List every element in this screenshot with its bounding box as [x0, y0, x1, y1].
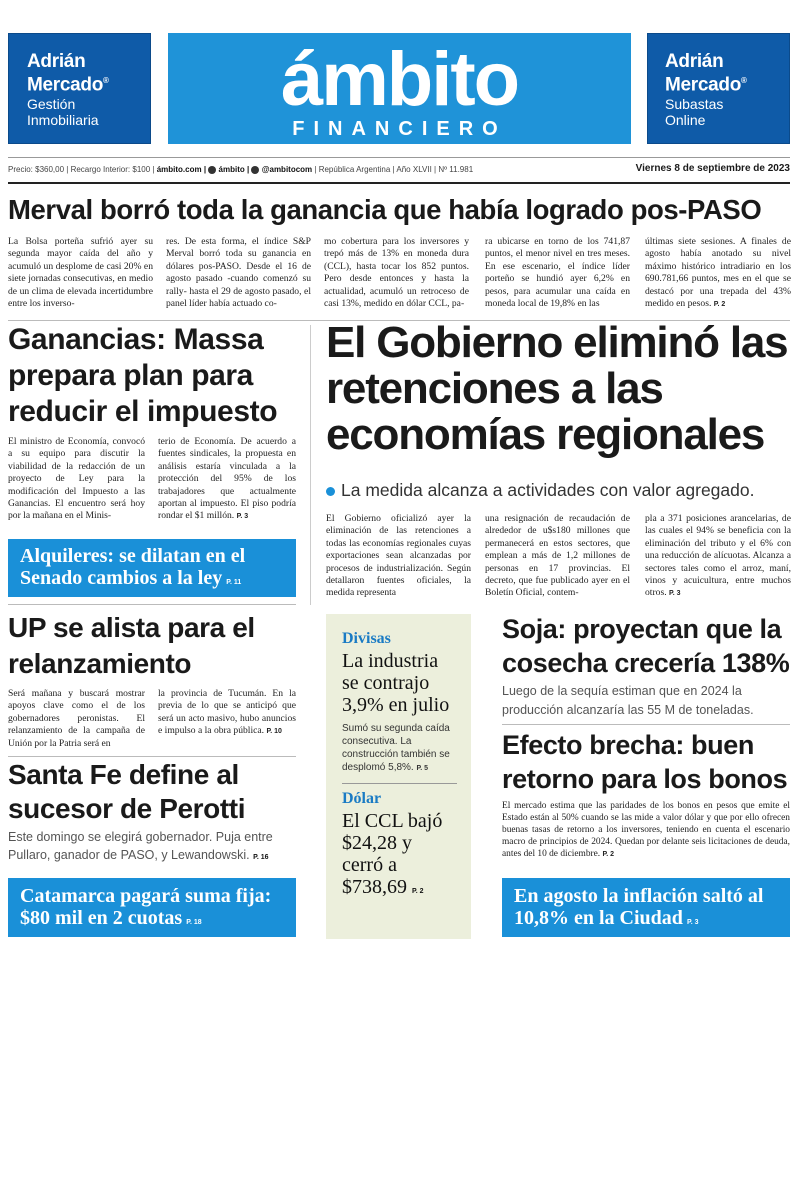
- catamarca-box[interactable]: [8, 878, 296, 937]
- bullet-icon: [326, 487, 335, 496]
- divider: [342, 783, 457, 784]
- ad-left[interactable]: [8, 33, 151, 144]
- merval-col-3: mo cobertura para los inversores y trepó más de 13% en moneda dura (CCL), hasta tocar los 852 puntos. Pero desde entonces y hasta la actualidad, acumuló un retroceso de casi 13%, medido en dólar CCL, pa-: [324, 236, 469, 310]
- issue-date: Viernes 8 de septiembre de 2023: [635, 163, 790, 174]
- divider: [8, 182, 790, 184]
- ad-right-line2: Mercado®: [665, 74, 747, 96]
- ad-left-line2: Mercado®: [27, 74, 109, 96]
- divisas-headline[interactable]: La industria se contrajo 3,9% en julio: [342, 650, 450, 716]
- divider: [8, 604, 296, 605]
- santafe-headline[interactable]: Santa Fe define al sucesor de Perotti: [8, 759, 246, 824]
- twitter-handle[interactable]: @ambitocom: [261, 165, 313, 174]
- dolar-page-ref[interactable]: P. 2: [412, 888, 424, 895]
- soja-deck: Luego de la sequía estiman que en 2024 la producción alcanzaría las 55 M de toneladas.: [502, 684, 754, 717]
- brecha-headline[interactable]: Efecto brecha: buen retorno para los bonos: [502, 730, 788, 794]
- twitter-icon: [251, 166, 259, 174]
- main-headline[interactable]: El Gobierno eliminó las retenciones a las economías regionales: [326, 318, 788, 459]
- ad-left-sub1: Gestión: [27, 96, 76, 113]
- alquileres-title: Alquileres: se dilatan en el Senado cambios a la ley: [20, 545, 246, 589]
- main-deck: La medida alcanza a actividades con valor agregado.: [326, 480, 796, 501]
- ganancias-col-2: terio de Economía. De acuerdo a fuentes sindicales, la propuesta en análisis estaría vinculada a la protección del 95% de los trabajadores que actualmente aportan al impuesto. El piso podría rondar el $1 millón. P. 3: [158, 436, 296, 522]
- sidebar-box: [326, 614, 471, 939]
- masthead-title: ámbito: [280, 37, 519, 122]
- up-col-2: la provincia de Tucumán. En la previa de lo que se anticipó que será un acto masivo, hubo anuncios e impulso a la obra pública. P. 10: [158, 688, 296, 737]
- divisas-label: Divisas: [342, 630, 391, 647]
- price-info: Precio: $360,00 | Recargo Interior: $100 |: [8, 165, 155, 174]
- facebook-handle[interactable]: ámbito |: [218, 165, 250, 174]
- ad-right[interactable]: [647, 33, 790, 144]
- inflacion-title: En agosto la inflación saltó al 10,8% en la Ciudad: [514, 885, 764, 929]
- divider: [310, 325, 311, 605]
- catamarca-page-ref: P. 18: [186, 919, 202, 926]
- catamarca-title: Catamarca pagará suma fija: $80 mil en 2 cuotas: [20, 885, 272, 929]
- santafe-deck: Este domingo se elegirá gobernador. Puja entre Pullaro, ganador de PASO, y Lewandowski. P. 16: [8, 830, 273, 862]
- merval-page-ref[interactable]: P. 2: [713, 301, 726, 309]
- ganancias-col-1: El ministro de Economía, convocó a su equipo para discutir la viabilidad de la redacción de un proyecto de Ley para la modificación del Impuesto a las Ganancias. El encuentro será hoy por la mañana en el Minis-: [8, 436, 145, 522]
- santafe-page-ref[interactable]: P. 16: [253, 854, 269, 861]
- ad-left-line1: Adrián: [27, 51, 86, 72]
- alquileres-page-ref: P. 11: [226, 579, 242, 586]
- main-col-3: pla a 371 posiciones arancelarias, de las cuales el 94% se beneficia con la eliminación del tributo y el 6% con una reducción de alícuotas. Alcanza a sectores tales como el arroz, maní, vinos y acuicultura, entre muchos otros. P. 3: [645, 513, 791, 599]
- divider: [502, 724, 790, 725]
- divider: [8, 157, 790, 158]
- inflacion-page-ref: P. 3: [686, 919, 699, 926]
- divider: [8, 756, 296, 757]
- main-page-ref[interactable]: P. 3: [669, 590, 681, 598]
- merval-headline[interactable]: Merval borró toda la ganancia que había logrado pos-PASO: [8, 194, 762, 225]
- main-col-2: una resignación de recaudación de alrededor de u$s180 millones que permanecerá en estos sectores, que emplean a más de 1,2 millones de personas en 17 provincias. El decreto, que fue publicado ayer en el Boletín Oficial, contem-: [485, 513, 630, 599]
- up-col-1: Será mañana y buscará mostrar apoyos clave como el de los gobernadores peronistas. El relanzamiento de la campaña de Unión por la Patria será en: [8, 688, 145, 749]
- issue-meta: | República Argentina | Año XLVII | Nº 11.981: [314, 165, 474, 174]
- main-col-1: El Gobierno oficializó ayer la eliminación de las retenciones a todas las economías regionales cuyas exportaciones sean alcanzadas por procesos de industrialización. Según detallaron fuentes oficiales, la medida representa: [326, 513, 471, 599]
- divisas-page-ref[interactable]: P. 5: [416, 765, 429, 772]
- up-page-ref[interactable]: P. 10: [266, 728, 282, 736]
- merval-col-2: res. De esta forma, el índice S&P Merval borró toda su ganancia en dólares pos-PASO. Desde el 16 de agosto pasado -cuando comenzó su rally- hasta el 29 de agosto pasado, el panel líder había actuado co-: [166, 236, 311, 310]
- dolar-headline[interactable]: El CCL bajó $24,28 y cerró a $738,69 P. 2: [342, 810, 443, 898]
- up-headline[interactable]: UP se alista para el relanzamiento: [8, 612, 255, 679]
- inflacion-box[interactable]: [502, 878, 790, 937]
- ganancias-page-ref[interactable]: P. 3: [236, 513, 249, 521]
- brecha-page-ref[interactable]: P. 2: [602, 851, 615, 858]
- ad-right-sub1: Subastas: [665, 96, 724, 113]
- ganancias-headline[interactable]: Ganancias: Massa prepara plan para reducir el impuesto: [8, 323, 278, 428]
- alquileres-box[interactable]: [8, 539, 296, 597]
- brecha-text: El mercado estima que las paridades de los bonos en pesos que emite el Estado están al 50% cuando se las mide a valor dólar y que por ello ofrecen buenas tasas de retorno a los inversores, teniendo en cuenta el escenario macro de principios de 2024. Quedan por delante seis licitaciones de deuda, antes del 10 de diciembre. P. 2: [502, 801, 790, 859]
- soja-headline[interactable]: Soja: proyectan que la cosecha crecería 138%: [502, 614, 790, 678]
- masthead[interactable]: [168, 33, 631, 144]
- merval-col-4: ra ubicarse en torno de los 741,87 puntos, el menor nivel en tres meses. En ese escenario, el índice líder porteño se hundió ayer 6,2% en pesos, para acumular una caída en moneda local de 19,8% en las: [485, 236, 630, 310]
- dolar-label: Dólar: [342, 790, 382, 807]
- merval-col-5: últimas siete sesiones. A finales de agosto había anotado su nivel máximo histórico intradiario en los 690.781,66 puntos, mes en el que se destacó por una trepada del 43% medido en pesos. P. 2: [645, 236, 791, 310]
- ad-right-sub2: Online: [665, 112, 706, 129]
- ad-left-sub2: Inmobiliaria: [27, 112, 99, 129]
- merval-col-1: La Bolsa porteña sufrió ayer su segunda mayor caída del año y acumuló un desplome de casi 20% en siete jornadas consecutivas, en medio de un clima de elevada incertidumbre entre los inverso-: [8, 236, 153, 310]
- ad-right-line1: Adrián: [665, 51, 724, 72]
- site-link[interactable]: ámbito.com |: [156, 165, 207, 174]
- divisas-text: Sumó su segunda caída consecutiva. La construcción también se desplomó 5,8%. P. 5: [342, 723, 450, 773]
- facebook-icon: [208, 166, 216, 174]
- masthead-subtitle: FINANCIERO: [292, 118, 507, 140]
